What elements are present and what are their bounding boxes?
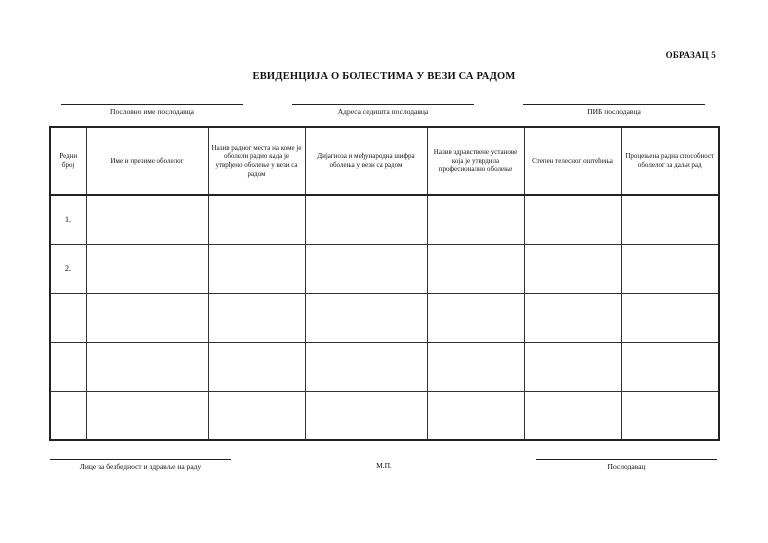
- employer-address-line: [292, 104, 474, 105]
- table-cell[interactable]: [621, 342, 719, 391]
- table-cell[interactable]: [86, 195, 208, 244]
- table-cell[interactable]: [427, 244, 524, 293]
- table-row: [50, 293, 719, 342]
- employer-name-field[interactable]: [61, 104, 243, 116]
- employer-pib-field[interactable]: [523, 104, 705, 116]
- table-row: [50, 391, 719, 440]
- header-serial-number: Редни број: [50, 127, 86, 195]
- table-cell[interactable]: [305, 342, 427, 391]
- table-cell[interactable]: [305, 391, 427, 440]
- employer-name-label: Пословно име послодавца: [110, 107, 194, 116]
- header-workplace: Назив радног места на коме је оболели радио када је утврђено оболење у вези са радом: [208, 127, 305, 195]
- row-number-cell: 2.: [50, 244, 86, 293]
- table-cell[interactable]: [621, 195, 719, 244]
- row-number-cell: [50, 342, 86, 391]
- employer-pib-line: [523, 104, 705, 105]
- table-cell[interactable]: [524, 342, 621, 391]
- table-cell[interactable]: [621, 244, 719, 293]
- table-cell[interactable]: [621, 293, 719, 342]
- table-cell[interactable]: [427, 342, 524, 391]
- table-cell[interactable]: [427, 391, 524, 440]
- table-cell[interactable]: [305, 195, 427, 244]
- safety-officer-label: Лице за безбедност и здравље на раду: [79, 462, 202, 471]
- table-header-row: [50, 127, 719, 195]
- safety-officer-signature[interactable]: [50, 459, 231, 471]
- row-number-cell: 1.: [50, 195, 86, 244]
- header-health-institution: Назив здравствене установе која је утврдила професионално оболење: [427, 127, 524, 195]
- header-impairment-degree: Степен телесног оштећења: [524, 127, 621, 195]
- safety-officer-line: [50, 459, 231, 460]
- employer-pib-label: ПИБ послодавца: [587, 107, 641, 116]
- table-row: [50, 342, 719, 391]
- employer-signature-line: [536, 459, 717, 460]
- document-title: ЕВИДЕНЦИЈА О БОЛЕСТИМА У ВЕЗИ СА РАДОМ: [252, 71, 516, 82]
- row-number-cell: [50, 391, 86, 440]
- table-cell[interactable]: [524, 244, 621, 293]
- header-diagnosis: Дијагноза и међународна шифра оболења у вези са радом: [305, 127, 427, 195]
- table-cell[interactable]: [524, 195, 621, 244]
- table-cell[interactable]: [86, 244, 208, 293]
- header-full-name: Име и презиме оболелог: [86, 127, 208, 195]
- employer-name-line: [61, 104, 243, 105]
- table-cell[interactable]: [86, 293, 208, 342]
- table-cell[interactable]: [305, 244, 427, 293]
- table-cell[interactable]: [208, 342, 305, 391]
- table-cell[interactable]: [86, 391, 208, 440]
- row-number-cell: [50, 293, 86, 342]
- disease-records-table: [49, 126, 720, 441]
- table-cell[interactable]: [208, 195, 305, 244]
- table-cell[interactable]: [427, 293, 524, 342]
- employer-address-label: Адреса седишта послодавца: [337, 107, 429, 116]
- table-cell[interactable]: [208, 293, 305, 342]
- table-cell[interactable]: [208, 391, 305, 440]
- employer-signature-label: Послодавац: [607, 462, 646, 471]
- table-row: [50, 195, 719, 244]
- header-work-capacity: Процењена радна способност оболелог за даљи рад: [621, 127, 719, 195]
- form-code: ОБРАЗАЦ 5: [665, 50, 716, 60]
- table-cell[interactable]: [427, 195, 524, 244]
- table-cell[interactable]: [305, 293, 427, 342]
- table-row: [50, 244, 719, 293]
- table-cell[interactable]: [86, 342, 208, 391]
- table-cell[interactable]: [524, 391, 621, 440]
- table-cell[interactable]: [208, 244, 305, 293]
- employer-address-field[interactable]: [292, 104, 474, 116]
- table-cell[interactable]: [621, 391, 719, 440]
- table-cell[interactable]: [524, 293, 621, 342]
- employer-signature[interactable]: [536, 459, 717, 471]
- stamp-label: М.П.: [376, 461, 392, 470]
